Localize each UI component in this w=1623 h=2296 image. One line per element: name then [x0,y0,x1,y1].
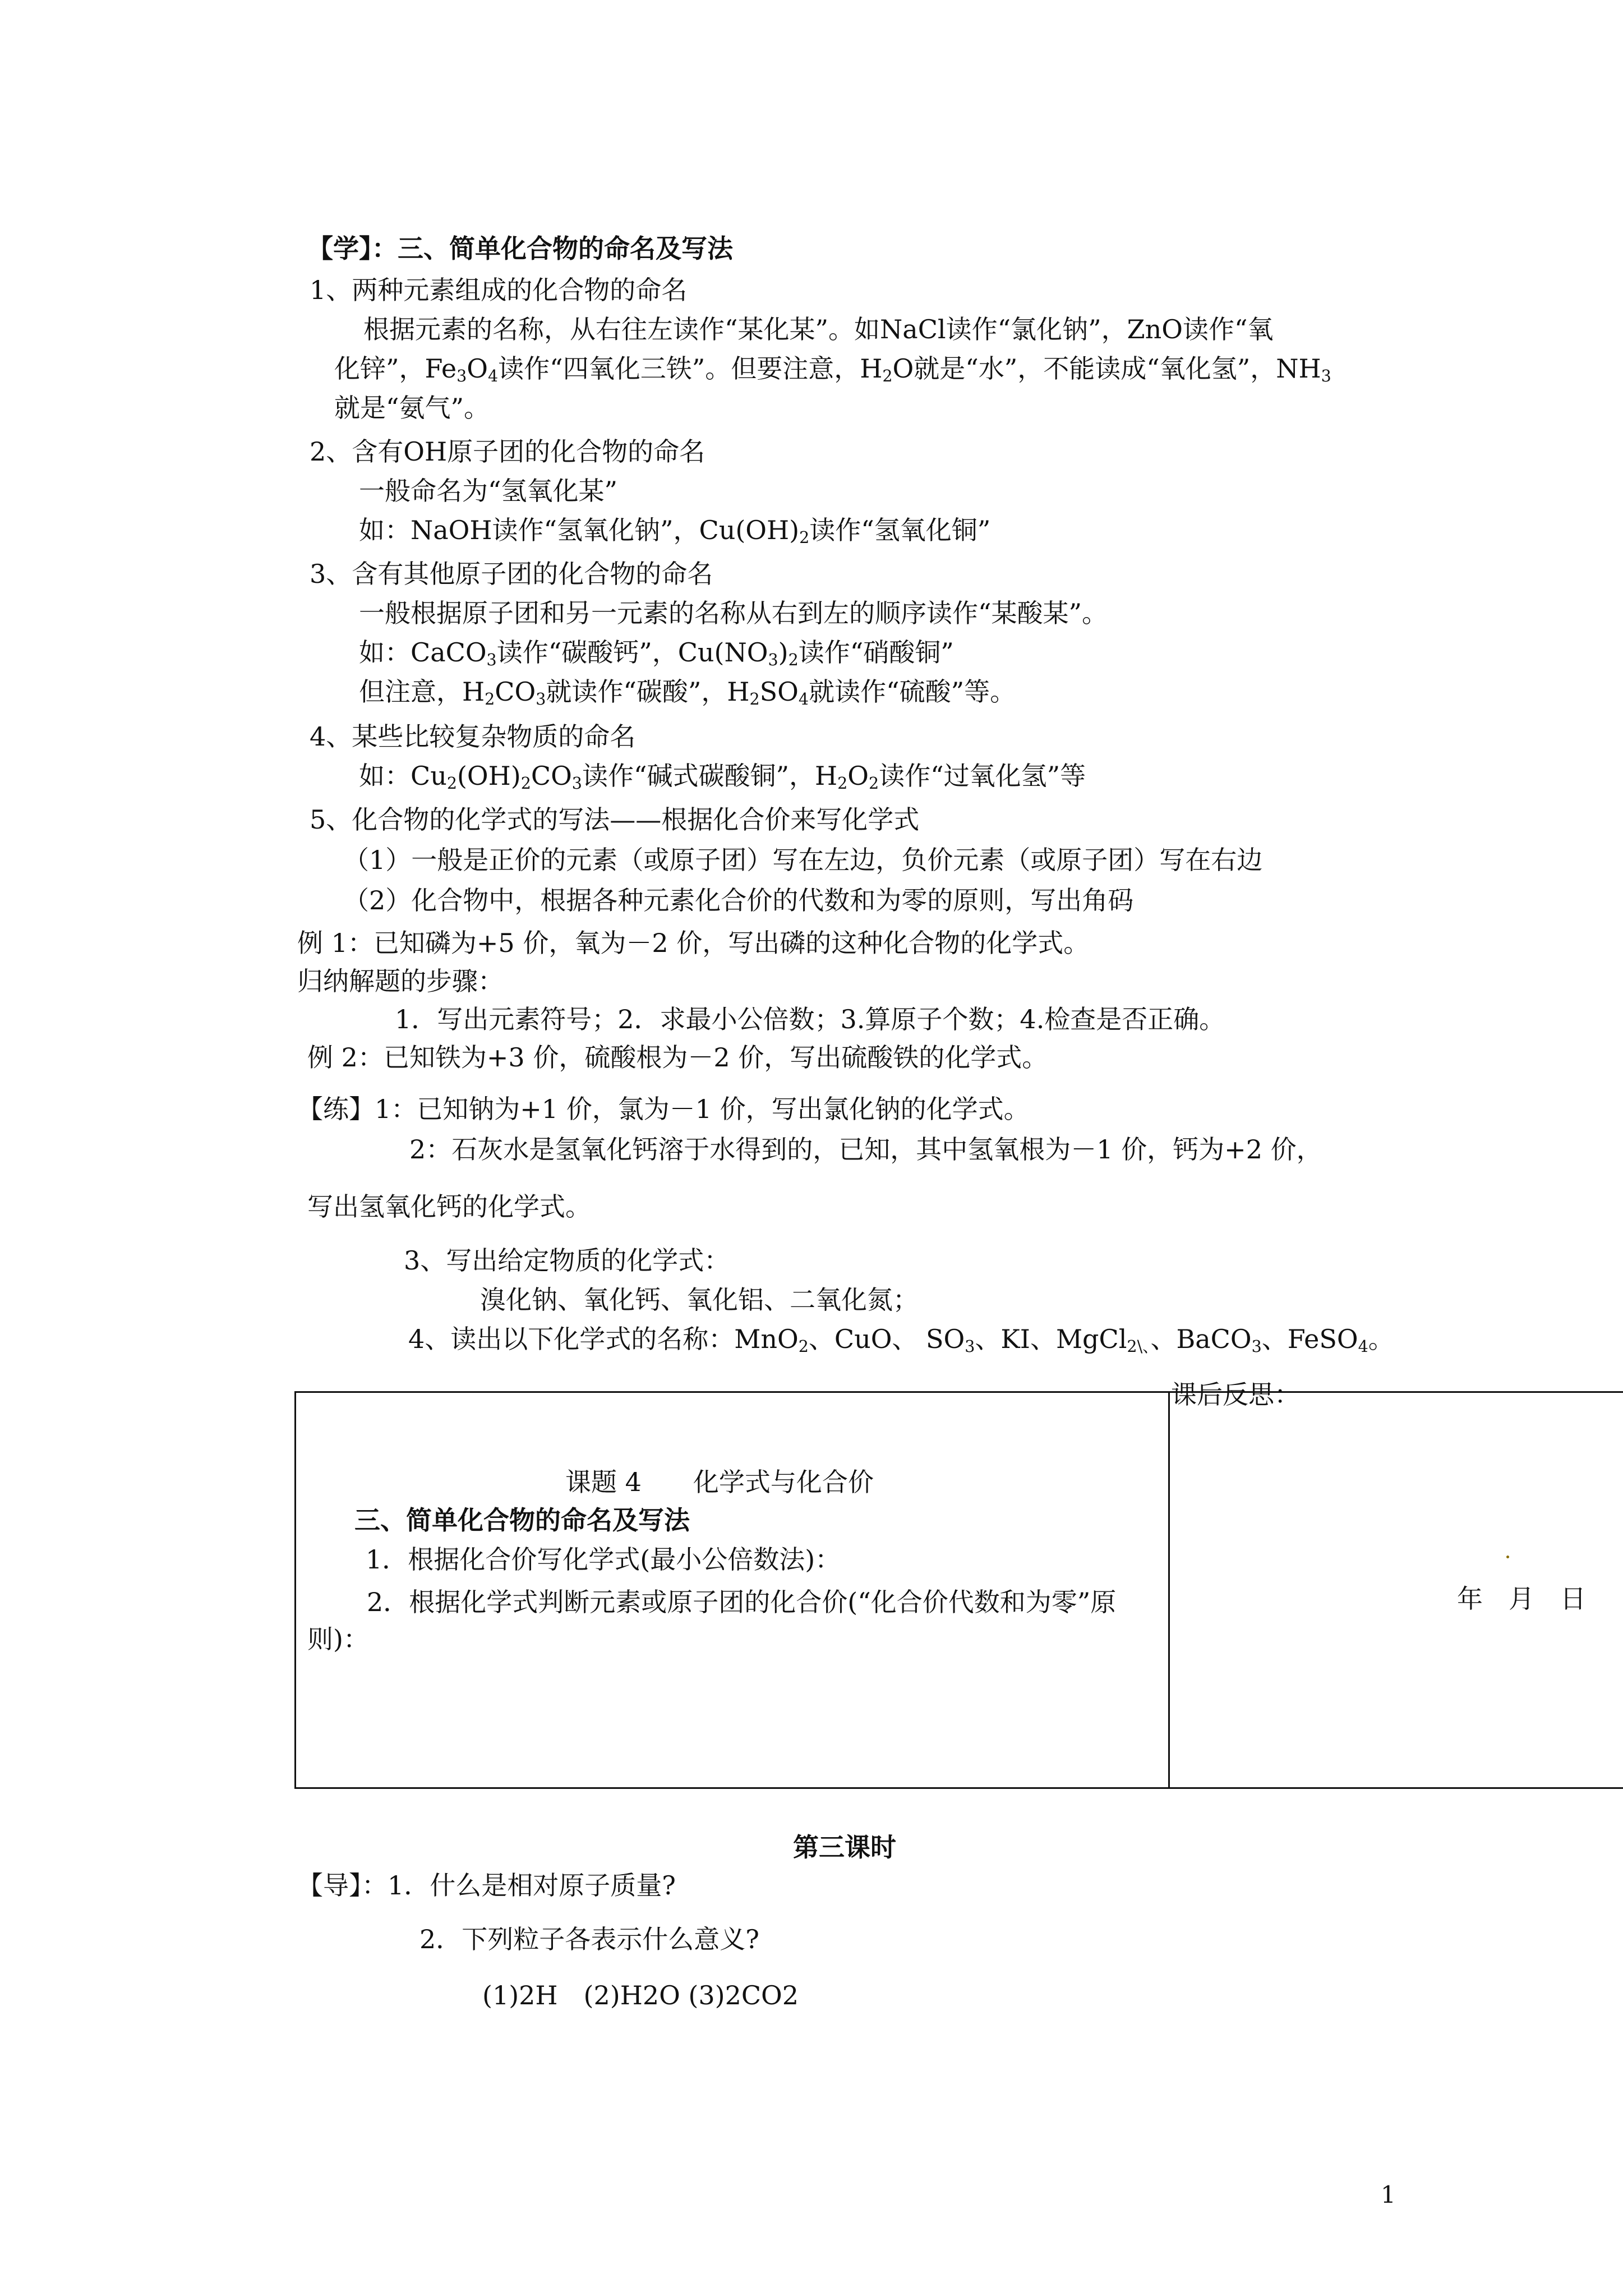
practice-q1: 【练】1：已知钠为+1 价，氯为－1 价，写出氯化钠的化学式。 [297,1094,1030,1124]
s4-para-line1: 如：$Cu_2(OH)_2CO_3$读作“碱式碳酸铜”，$H_2O_2$读作“过氧化氢”等 [359,761,1086,793]
practice-q2-line1: 2：石灰水是氢氧化钙溶于水得到的，已知，其中氢氧根为－1 价，钙为+2 价， [409,1134,1322,1165]
lesson3-title: 第三课时 [793,1832,896,1862]
example-2: 例 2：已知铁为+3 价，硫酸根为－2 价，写出硫酸铁的化学式。 [307,1042,1048,1073]
steps-list: 1．写出元素符号；2．求最小公倍数；3.算原子个数；4.检查是否正确。 [395,1004,1225,1034]
s1-para-line3: 就是“氨气”。 [334,393,490,423]
s3-para-line2: 如：CaCO$_3$读作“碳酸钙”，$Cu(NO_3)_2$读作“硝酸铜” [359,637,954,670]
s1-title: 1、两种元素组成的化合物的命名 [310,275,688,305]
lesson3-q1: 【导】：1．什么是相对原子质量? [297,1870,676,1901]
s1-para-line1: 根据元素的名称，从右往左读作“某化某”。如NaCl读作“氯化钠”，ZnO读作“氧 [363,314,1274,344]
lesson3-q2: 2．下列粒子各表示什么意义? [419,1924,759,1954]
example-1: 例 1：已知磷为+5 价，氧为－2 价，写出磷的这种化合物的化学式。 [297,928,1090,958]
s2-para-line1: 一般命名为“氢氧化某” [359,476,618,506]
s1-para-line2: 化锌”，$Fe_3O_4$读作“四氧化三铁”。但要注意，$H_2O$就是“水”，不能读成“氧化氢”，$NH_3$ [334,353,1331,386]
page-number: 1 [1381,2181,1396,2208]
practice-q3: 3、写出给定物质的化学式： [404,1245,730,1276]
lesson3-q2-items: (1)2H (2)H2O (3)2CO2 [482,1980,799,2010]
s3-para-line1: 一般根据原子团和另一元素的名称从右到左的顺序读作“某酸某”。 [359,598,1108,628]
practice-q4: 4、读出以下化学式的名称：MnO$_2$、CuO、 $SO_3$、KI、MgCl$_{2\backslash、}$、BaCO$_3$、FeSO$_4$。 [408,1324,1394,1356]
s3-para-line3: 但注意，$H_2CO_3$就读作“碳酸”，$H_2SO_4$就读作“硫酸”等。 [359,677,1016,709]
reflection-label: 课后反思： [1171,1379,1300,1407]
s5-title: 5、化合物的化学式的写法——根据化合价来写化学式 [310,804,920,835]
summary-title: 课题 4 化学式与化合价 [565,1467,874,1497]
ink-dot [1506,1556,1509,1558]
summary-item-2: 2．根据化学式判断元素或原子团的化合价(“化合价代数和为零”原则)： [307,1587,1117,1654]
summary-item-1: 1．根据化合价写化学式(最小公倍数法)： [366,1544,841,1575]
s3-title: 3、含有其他原子团的化合物的命名 [310,559,713,589]
summary-section: 三、简单化合物的命名及写法 [354,1505,690,1535]
s5-para-line1: （1）一般是正价的元素（或原子团）写在左边，负价元素（或原子团）写在右边 [343,845,1263,875]
steps-title: 归纳解题的步骤： [297,966,504,996]
s2-title: 2、含有OH原子团的化合物的命名 [310,436,706,467]
practice-q3-items: 溴化钠、氧化钙、氧化铝、二氧化氮； [480,1285,919,1315]
reflection-date: 年 月 日 [1457,1584,1586,1614]
practice-q2-line2: 写出氢氧化钙的化学式。 [307,1191,591,1222]
s4-title: 4、某些比较复杂物质的命名 [310,721,636,752]
board-summary-box [294,1379,1623,1789]
s2-para-line2: 如：NaOH读作“氢氧化钠”，$Cu(OH)_2$读作“氢氧化铜” [359,515,991,547]
summary-divider [1168,1393,1170,1787]
learn-heading: 【学】：三、简单化合物的命名及写法 [307,233,733,264]
s5-para-line2: （2）化合物中，根据各种元素化合价的代数和为零的原则，写出角码 [343,885,1134,915]
